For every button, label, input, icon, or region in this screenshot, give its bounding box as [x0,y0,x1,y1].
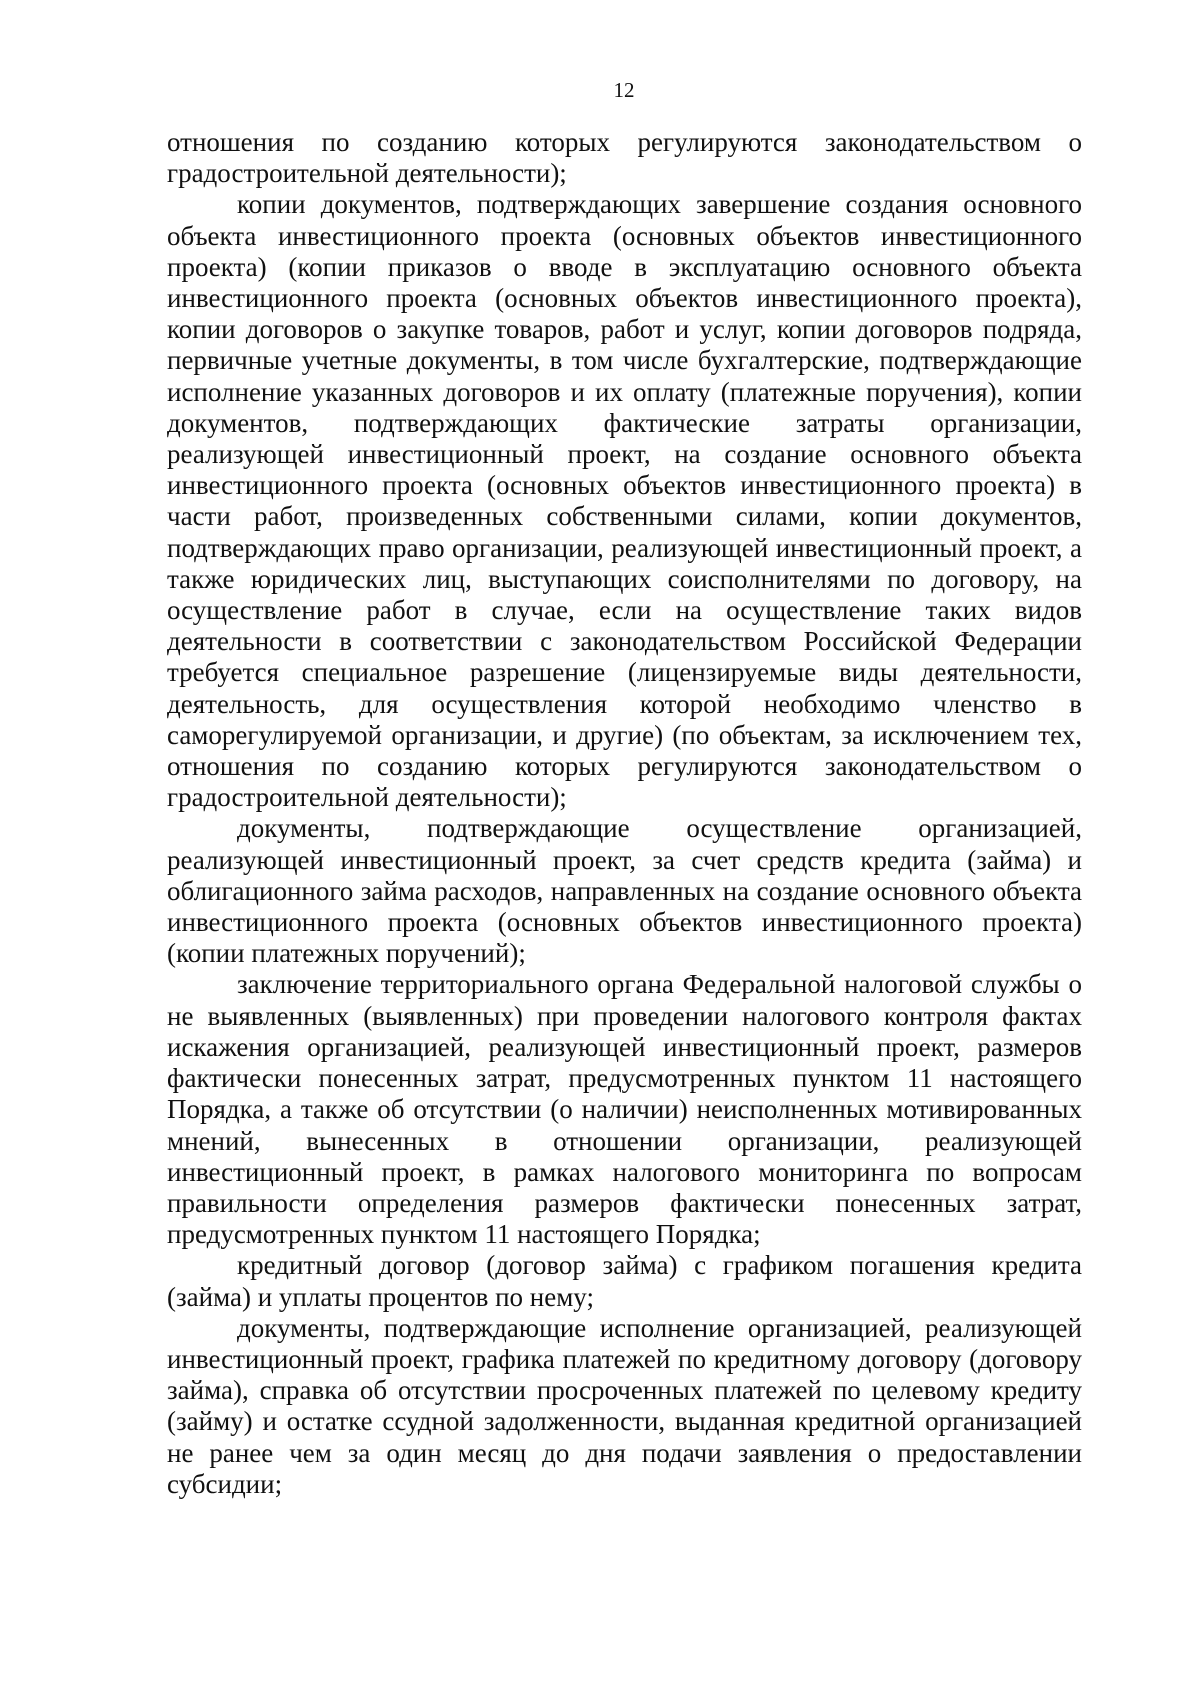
page-number: 12 [613,78,635,102]
paragraph-completion-documents: копии документов, подтверждающих завершение создания основного объекта инвестиционного проекта (основных объектов инвестиционного проекта) (копии приказов о вводе в эксплуатацию основного объекта инвестиционного проекта (основных объектов инвестиционного проекта), копии договоров о закупке товаров, работ и услуг, копии договоров подряда, первичные учетные документы, в том числе бухгалтерские, подтверждающие исполнение указанных договоров и их оплату (платежные поручения), копии документов, подтверждающих фактические затраты организации, реализующей инвестиционный проект, на создание основного объекта инвестиционного проекта (основных объектов инвестиционного проекта) в части работ, произведенных собственными силами, копии документов, подтверждающих право организации, реализующей инвестиционный проект, а также юридических лиц, выступающих соисполнителями по договору, на осуществление работ в случае, если на осуществление таких видов деятельности в соответствии с законодательством Российской Федерации требуется специальное разрешение (лицензируемые виды деятельности, деятельность, для осуществления которой необходимо членство в саморегулируемой организации, и другие) (по объектам, за исключением тех, отношения по созданию которых регулируются законодательством о градостроительной деятельности); [167,189,1082,813]
paragraph-tax-service-conclusion: заключение территориального органа Федеральной налоговой службы о не выявленных (выявленных) при проведении налогового контроля фактах искажения организацией, реализующей инвестиционный проект, размеров фактически понесенных затрат, предусмотренных пунктом 11 настоящего Порядка, а также об отсутствии (о наличии) неисполненных мотивированных мнений, вынесенных в отношении организации, реализующей инвестиционный проект, в рамках налогового мониторинга по вопросам правильности определения размеров фактически понесенных затрат, предусмотренных пунктом 11 настоящего Порядка; [167,969,1082,1250]
paragraph-credit-agreement: кредитный договор (договор займа) с графиком погашения кредита (займа) и уплаты процентов по нему; [167,1250,1082,1312]
paragraph-continuation: отношения по созданию которых регулируются законодательством о градостроительной деятельности); [167,127,1082,189]
paragraph-credit-expense-documents: документы, подтверждающие осуществление организацией, реализующей инвестиционный проект, за счет средств кредита (займа) и облигационного займа расходов, направленных на создание основного объекта инвестиционного проекта (основных объектов инвестиционного проекта) (копии платежных поручений); [167,813,1082,969]
paragraph-payment-schedule-documents: документы, подтверждающие исполнение организацией, реализующей инвестиционный проект, графика платежей по кредитному договору (договору займа), справка об отсутствии просроченных платежей по целевому кредиту (займу) и остатке ссудной задолженности, выданная кредитной организацией не ранее чем за один месяц до дня подачи заявления о предоставлении субсидии; [167,1312,1082,1499]
document-body [167,127,1082,1500]
